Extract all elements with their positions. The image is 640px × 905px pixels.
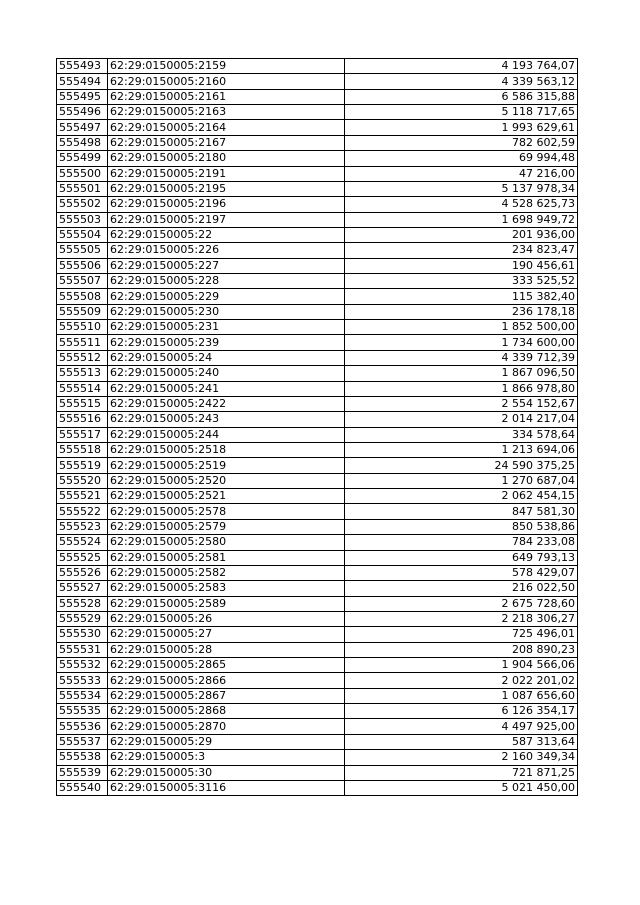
row-id-cell: 555497 — [57, 120, 108, 135]
table-row — [57, 519, 578, 534]
row-id-cell: 555515 — [57, 396, 108, 411]
row-id-cell: 555523 — [57, 519, 108, 534]
row-id-cell: 555517 — [57, 427, 108, 442]
cadastral-number-cell: 62:29:0150005:2180 — [108, 151, 345, 166]
cadastral-value-cell: 2 554 152,67 — [345, 396, 578, 411]
cadastral-value-cell: 725 496,01 — [345, 627, 578, 642]
cadastral-number-cell: 62:29:0150005:2589 — [108, 596, 345, 611]
cadastral-number-cell: 62:29:0150005:243 — [108, 412, 345, 427]
cadastral-number-cell: 62:29:0150005:2195 — [108, 181, 345, 196]
row-id-cell: 555540 — [57, 780, 108, 795]
cadastral-number-cell: 62:29:0150005:2579 — [108, 519, 345, 534]
cadastral-value-cell: 649 793,13 — [345, 550, 578, 565]
row-id-cell: 555518 — [57, 442, 108, 457]
row-id-cell: 555524 — [57, 535, 108, 550]
cadastral-value-cell: 115 382,40 — [345, 289, 578, 304]
cadastral-number-cell: 62:29:0150005:2163 — [108, 105, 345, 120]
cadastral-number-cell: 62:29:0150005:229 — [108, 289, 345, 304]
row-id-cell: 555525 — [57, 550, 108, 565]
cadastral-number-cell: 62:29:0150005:2161 — [108, 89, 345, 104]
table-row — [57, 750, 578, 765]
cadastral-value-cell: 234 823,47 — [345, 243, 578, 258]
cadastral-value-cell: 578 429,07 — [345, 565, 578, 580]
cadastral-number-cell: 62:29:0150005:2196 — [108, 197, 345, 212]
row-id-cell: 555538 — [57, 750, 108, 765]
cadastral-value-cell: 782 602,59 — [345, 135, 578, 150]
cadastral-value-cell: 69 994,48 — [345, 151, 578, 166]
cadastral-value-cell: 2 160 349,34 — [345, 750, 578, 765]
table-row — [57, 673, 578, 688]
table-row — [57, 105, 578, 120]
cadastral-number-cell: 62:29:0150005:2197 — [108, 212, 345, 227]
row-id-cell: 555505 — [57, 243, 108, 258]
cadastral-number-cell: 62:29:0150005:2519 — [108, 458, 345, 473]
row-id-cell: 555500 — [57, 166, 108, 181]
cadastral-value-cell: 5 118 717,65 — [345, 105, 578, 120]
cadastral-number-cell: 62:29:0150005:2870 — [108, 719, 345, 734]
row-id-cell: 555502 — [57, 197, 108, 212]
table-row — [57, 227, 578, 242]
row-id-cell: 555499 — [57, 151, 108, 166]
table-row — [57, 335, 578, 350]
cadastral-number-cell: 62:29:0150005:3116 — [108, 780, 345, 795]
table-row — [57, 304, 578, 319]
cadastral-value-cell: 850 538,86 — [345, 519, 578, 534]
cadastral-number-cell: 62:29:0150005:2422 — [108, 396, 345, 411]
table-body — [57, 59, 578, 796]
row-id-cell: 555534 — [57, 688, 108, 703]
cadastral-value-cell: 5 021 450,00 — [345, 780, 578, 795]
cadastral-value-cell: 208 890,23 — [345, 642, 578, 657]
cadastral-number-cell: 62:29:0150005:2520 — [108, 473, 345, 488]
cadastral-number-cell: 62:29:0150005:27 — [108, 627, 345, 642]
row-id-cell: 555516 — [57, 412, 108, 427]
row-id-cell: 555507 — [57, 274, 108, 289]
table-row — [57, 151, 578, 166]
row-id-cell: 555509 — [57, 304, 108, 319]
row-id-cell: 555520 — [57, 473, 108, 488]
row-id-cell: 555494 — [57, 74, 108, 89]
cadastral-number-cell: 62:29:0150005:29 — [108, 734, 345, 749]
cadastral-number-cell: 62:29:0150005:2159 — [108, 59, 345, 74]
cadastral-value-cell: 1 993 629,61 — [345, 120, 578, 135]
cadastral-number-cell: 62:29:0150005:24 — [108, 350, 345, 365]
cadastral-value-cell: 1 852 500,00 — [345, 320, 578, 335]
cadastral-value-cell: 190 456,61 — [345, 258, 578, 273]
row-id-cell: 555510 — [57, 320, 108, 335]
table-row — [57, 611, 578, 626]
cadastral-number-cell: 62:29:0150005:2581 — [108, 550, 345, 565]
row-id-cell: 555521 — [57, 489, 108, 504]
row-id-cell: 555503 — [57, 212, 108, 227]
row-id-cell: 555539 — [57, 765, 108, 780]
cadastral-value-cell: 47 216,00 — [345, 166, 578, 181]
cadastral-value-cell: 4 528 625,73 — [345, 197, 578, 212]
cadastral-number-cell: 62:29:0150005:30 — [108, 765, 345, 780]
table-row — [57, 688, 578, 703]
cadastral-number-cell: 62:29:0150005:2582 — [108, 565, 345, 580]
cadastral-number-cell: 62:29:0150005:2578 — [108, 504, 345, 519]
table-row — [57, 473, 578, 488]
table-row — [57, 181, 578, 196]
table-row — [57, 120, 578, 135]
cadastral-value-cell: 2 062 454,15 — [345, 489, 578, 504]
table-row — [57, 565, 578, 580]
cadastral-number-cell: 62:29:0150005:3 — [108, 750, 345, 765]
cadastral-value-cell: 24 590 375,25 — [345, 458, 578, 473]
cadastral-number-cell: 62:29:0150005:228 — [108, 274, 345, 289]
cadastral-value-cell: 2 014 217,04 — [345, 412, 578, 427]
cadastral-value-cell: 587 313,64 — [345, 734, 578, 749]
row-id-cell: 555493 — [57, 59, 108, 74]
table-row — [57, 458, 578, 473]
cadastral-value-cell: 1 866 978,80 — [345, 381, 578, 396]
cadastral-value-cell: 1 698 949,72 — [345, 212, 578, 227]
table-row — [57, 258, 578, 273]
cadastral-number-cell: 62:29:0150005:2580 — [108, 535, 345, 550]
table-row — [57, 642, 578, 657]
row-id-cell: 555511 — [57, 335, 108, 350]
cadastral-number-cell: 62:29:0150005:2167 — [108, 135, 345, 150]
cadastral-value-cell: 721 871,25 — [345, 765, 578, 780]
row-id-cell: 555527 — [57, 581, 108, 596]
cadastral-value-cell: 216 022,50 — [345, 581, 578, 596]
cadastral-value-cell: 1 734 600,00 — [345, 335, 578, 350]
table-row — [57, 381, 578, 396]
cadastral-value-cell: 1 904 566,06 — [345, 658, 578, 673]
row-id-cell: 555533 — [57, 673, 108, 688]
cadastral-number-cell: 62:29:0150005:230 — [108, 304, 345, 319]
table-row — [57, 274, 578, 289]
cadastral-value-table — [56, 58, 578, 796]
cadastral-number-cell: 62:29:0150005:28 — [108, 642, 345, 657]
table-row — [57, 427, 578, 442]
cadastral-number-cell: 62:29:0150005:26 — [108, 611, 345, 626]
cadastral-value-cell: 2 022 201,02 — [345, 673, 578, 688]
table-row — [57, 197, 578, 212]
row-id-cell: 555530 — [57, 627, 108, 642]
cadastral-number-cell: 62:29:0150005:2583 — [108, 581, 345, 596]
cadastral-value-cell: 6 126 354,17 — [345, 704, 578, 719]
row-id-cell: 555535 — [57, 704, 108, 719]
cadastral-value-cell: 1 087 656,60 — [345, 688, 578, 703]
row-id-cell: 555531 — [57, 642, 108, 657]
table-row — [57, 212, 578, 227]
cadastral-number-cell: 62:29:0150005:227 — [108, 258, 345, 273]
table-row — [57, 581, 578, 596]
row-id-cell: 555537 — [57, 734, 108, 749]
row-id-cell: 555519 — [57, 458, 108, 473]
cadastral-number-cell: 62:29:0150005:241 — [108, 381, 345, 396]
row-id-cell: 555513 — [57, 366, 108, 381]
cadastral-value-cell: 4 497 925,00 — [345, 719, 578, 734]
cadastral-value-cell: 201 936,00 — [345, 227, 578, 242]
cadastral-number-cell: 62:29:0150005:239 — [108, 335, 345, 350]
cadastral-number-cell: 62:29:0150005:2160 — [108, 74, 345, 89]
row-id-cell: 555508 — [57, 289, 108, 304]
cadastral-number-cell: 62:29:0150005:2867 — [108, 688, 345, 703]
table-row — [57, 243, 578, 258]
cadastral-number-cell: 62:29:0150005:2191 — [108, 166, 345, 181]
table-row — [57, 504, 578, 519]
table-row — [57, 780, 578, 795]
cadastral-value-cell: 784 233,08 — [345, 535, 578, 550]
table-row — [57, 166, 578, 181]
table-row — [57, 734, 578, 749]
table-row — [57, 89, 578, 104]
cadastral-number-cell: 62:29:0150005:2868 — [108, 704, 345, 719]
cadastral-number-cell: 62:29:0150005:22 — [108, 227, 345, 242]
table-row — [57, 320, 578, 335]
cadastral-value-cell: 236 178,18 — [345, 304, 578, 319]
row-id-cell: 555506 — [57, 258, 108, 273]
cadastral-value-cell: 1 270 687,04 — [345, 473, 578, 488]
cadastral-value-cell: 5 137 978,34 — [345, 181, 578, 196]
row-id-cell: 555528 — [57, 596, 108, 611]
row-id-cell: 555504 — [57, 227, 108, 242]
table-row — [57, 658, 578, 673]
row-id-cell: 555498 — [57, 135, 108, 150]
row-id-cell: 555522 — [57, 504, 108, 519]
table-row — [57, 596, 578, 611]
row-id-cell: 555532 — [57, 658, 108, 673]
row-id-cell: 555496 — [57, 105, 108, 120]
cadastral-value-cell: 333 525,52 — [345, 274, 578, 289]
cadastral-number-cell: 62:29:0150005:2164 — [108, 120, 345, 135]
row-id-cell: 555514 — [57, 381, 108, 396]
row-id-cell: 555512 — [57, 350, 108, 365]
table-row — [57, 74, 578, 89]
table-row — [57, 489, 578, 504]
cadastral-number-cell: 62:29:0150005:2865 — [108, 658, 345, 673]
table-row — [57, 535, 578, 550]
cadastral-number-cell: 62:29:0150005:2521 — [108, 489, 345, 504]
cadastral-value-cell: 2 218 306,27 — [345, 611, 578, 626]
table-row — [57, 289, 578, 304]
cadastral-number-cell: 62:29:0150005:2866 — [108, 673, 345, 688]
table-row — [57, 719, 578, 734]
cadastral-value-cell: 1 867 096,50 — [345, 366, 578, 381]
table-row — [57, 135, 578, 150]
cadastral-number-cell: 62:29:0150005:226 — [108, 243, 345, 258]
row-id-cell: 555526 — [57, 565, 108, 580]
cadastral-number-cell: 62:29:0150005:231 — [108, 320, 345, 335]
table-row — [57, 704, 578, 719]
cadastral-value-cell: 1 213 694,06 — [345, 442, 578, 457]
table-row — [57, 59, 578, 74]
cadastral-value-cell: 334 578,64 — [345, 427, 578, 442]
table-row — [57, 627, 578, 642]
cadastral-number-cell: 62:29:0150005:240 — [108, 366, 345, 381]
table-row — [57, 412, 578, 427]
table-row — [57, 442, 578, 457]
table-row — [57, 350, 578, 365]
cadastral-value-cell: 4 193 764,07 — [345, 59, 578, 74]
row-id-cell: 555536 — [57, 719, 108, 734]
cadastral-value-cell: 6 586 315,88 — [345, 89, 578, 104]
row-id-cell: 555501 — [57, 181, 108, 196]
cadastral-value-cell: 2 675 728,60 — [345, 596, 578, 611]
cadastral-value-cell: 4 339 563,12 — [345, 74, 578, 89]
row-id-cell: 555529 — [57, 611, 108, 626]
row-id-cell: 555495 — [57, 89, 108, 104]
table-row — [57, 550, 578, 565]
table-row — [57, 366, 578, 381]
table-row — [57, 396, 578, 411]
cadastral-number-cell: 62:29:0150005:2518 — [108, 442, 345, 457]
cadastral-value-cell: 847 581,30 — [345, 504, 578, 519]
table-row — [57, 765, 578, 780]
cadastral-value-cell: 4 339 712,39 — [345, 350, 578, 365]
cadastral-number-cell: 62:29:0150005:244 — [108, 427, 345, 442]
